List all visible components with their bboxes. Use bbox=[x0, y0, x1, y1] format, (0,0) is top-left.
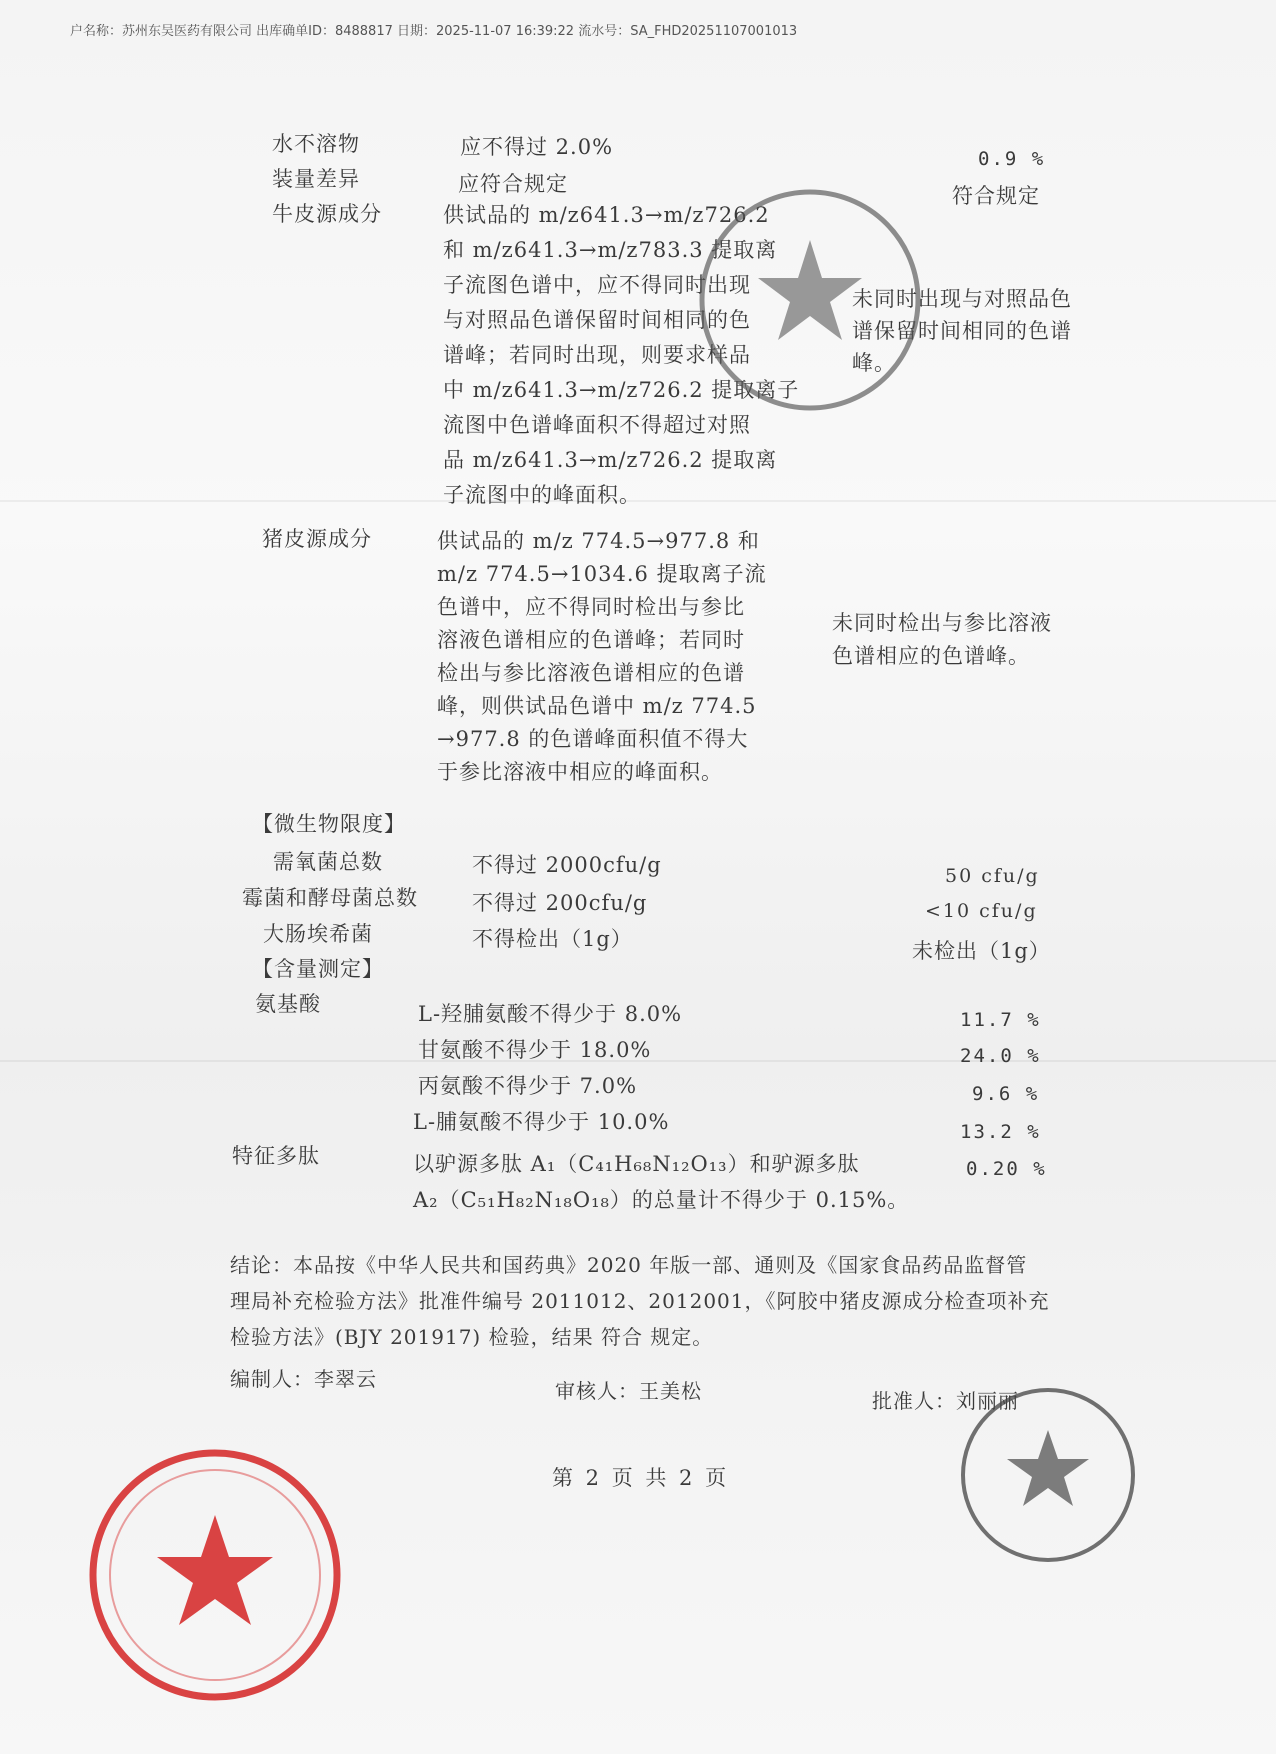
result-glycine: 24.0 % bbox=[960, 1045, 1041, 1067]
text-line: 供试品的 m/z 774.5→977.8 和 bbox=[437, 529, 760, 553]
item-aerobic: 需氧菌总数 bbox=[273, 850, 383, 874]
item-bovine: 牛皮源成分 bbox=[272, 202, 382, 226]
standard-fill-variation: 应符合规定 bbox=[458, 172, 568, 196]
text-line: 和 m/z641.3→m/z783.3 提取离 bbox=[443, 238, 778, 262]
quality-seal-bottom bbox=[85, 1445, 345, 1705]
item-water-insoluble: 水不溶物 bbox=[272, 132, 360, 156]
text-line: 中 m/z641.3→m/z726.2 提取离子 bbox=[443, 378, 800, 402]
text-line: 未同时出现与对照品色 bbox=[852, 287, 1072, 311]
text-line: 品 m/z641.3→m/z726.2 提取离 bbox=[443, 448, 778, 472]
standard-water-insoluble: 应不得过 2.0% bbox=[460, 135, 614, 159]
text-line: 子流图色谱中，应不得同时出现 bbox=[443, 273, 751, 297]
standard-mold-yeast: 不得过 200cfu/g bbox=[472, 891, 648, 915]
result-peptide: 0.20 % bbox=[966, 1158, 1047, 1180]
item-peptide: 特征多肽 bbox=[232, 1144, 320, 1168]
result-porcine bbox=[832, 607, 1052, 673]
text-line: 检出与参比溶液色谱相应的色谱 bbox=[437, 661, 745, 685]
standard-proline: L-脯氨酸不得少于 10.0% bbox=[413, 1110, 670, 1134]
standard-aerobic: 不得过 2000cfu/g bbox=[472, 853, 662, 877]
standard-alanine: 丙氨酸不得少于 7.0% bbox=[418, 1074, 638, 1098]
text-line: 峰，则供试品色谱中 m/z 774.5 bbox=[437, 694, 757, 718]
text-line: 理局补充检验方法》批准件编号 2011012、2012001，《阿胶中猪皮源成分检查项补充 bbox=[230, 1289, 1050, 1313]
standard-porcine bbox=[437, 525, 767, 789]
page-number: 第 2 页 共 2 页 bbox=[552, 1466, 730, 1490]
text-line: 峰。 bbox=[852, 351, 896, 375]
standard-peptide-line2: A₂（C₅₁H₈₂N₁₈O₁₈）的总量计不得少于 0.15%。 bbox=[413, 1188, 910, 1212]
section-assay: 【含量测定】 bbox=[252, 957, 384, 981]
approver-signature: 批准人：刘丽丽 bbox=[872, 1389, 1019, 1413]
result-aerobic: 50 cfu/g bbox=[945, 865, 1040, 887]
text-line: 子流图中的峰面积。 bbox=[443, 483, 641, 507]
text-line: 色谱中，应不得同时检出与参比 bbox=[437, 595, 745, 619]
document-header: 户名称：苏州东吴医药有限公司 出库确单ID：8488817 日期：2025-11-07 16:39:22 流水号：SA_FHD20251107001013 bbox=[70, 24, 798, 39]
text-line: 溶液色谱相应的色谱峰；若同时 bbox=[437, 628, 745, 652]
text-line: 谱保留时间相同的色谱 bbox=[852, 319, 1072, 343]
item-fill-variation: 装量差异 bbox=[272, 167, 360, 191]
standard-ecoli: 不得检出（1g） bbox=[472, 927, 633, 951]
result-ecoli: 未检出（1g） bbox=[912, 939, 1051, 963]
result-alanine: 9.6 % bbox=[972, 1083, 1040, 1105]
standard-peptide-line1: 以驴源多肽 A₁（C₄₁H₆₈N₁₂O₁₃）和驴源多肽 bbox=[413, 1152, 860, 1176]
section-microbial: 【微生物限度】 bbox=[252, 812, 406, 836]
result-water-insoluble: 0.9 % bbox=[978, 148, 1046, 170]
text-line: 未同时检出与参比溶液 bbox=[832, 611, 1052, 635]
item-mold-yeast: 霉菌和酵母菌总数 bbox=[242, 886, 418, 910]
result-hydroxyproline: 11.7 % bbox=[960, 1009, 1041, 1031]
quality-seal-right bbox=[958, 1385, 1138, 1565]
reviewer-signature: 审核人：王美松 bbox=[555, 1379, 702, 1403]
text-line: →977.8 的色谱峰面积值不得大 bbox=[437, 727, 749, 751]
item-amino-acid: 氨基酸 bbox=[255, 992, 321, 1016]
compiler-signature: 编制人：李翠云 bbox=[230, 1367, 377, 1391]
standard-hydroxyproline: L-羟脯氨酸不得少于 8.0% bbox=[418, 1002, 683, 1026]
text-line: 色谱相应的色谱峰。 bbox=[832, 644, 1030, 668]
item-ecoli: 大肠埃希菌 bbox=[263, 922, 373, 946]
text-line: 与对照品色谱保留时间相同的色 bbox=[443, 308, 751, 332]
text-line: 于参比溶液中相应的峰面积。 bbox=[437, 760, 723, 784]
text-line: 结论：本品按《中华人民共和国药典》2020 年版一部、通则及《国家食品药品监督管 bbox=[230, 1253, 1028, 1277]
item-porcine: 猪皮源成分 bbox=[262, 527, 372, 551]
result-fill-variation: 符合规定 bbox=[952, 184, 1040, 208]
conclusion bbox=[230, 1247, 1050, 1355]
text-line: 谱峰；若同时出现，则要求样品 bbox=[443, 343, 751, 367]
text-line: 检验方法》(BJY 201917) 检验，结果 符合 规定。 bbox=[230, 1325, 714, 1349]
result-mold-yeast: <10 cfu/g bbox=[925, 900, 1038, 922]
text-line: 流图中色谱峰面积不得超过对照 bbox=[443, 413, 751, 437]
text-line: m/z 774.5→1034.6 提取离子流 bbox=[437, 562, 767, 586]
text-line: 供试品的 m/z641.3→m/z726.2 bbox=[443, 203, 770, 227]
result-proline: 13.2 % bbox=[960, 1121, 1041, 1143]
standard-glycine: 甘氨酸不得少于 18.0% bbox=[418, 1038, 652, 1062]
company-seal-top bbox=[695, 185, 925, 415]
